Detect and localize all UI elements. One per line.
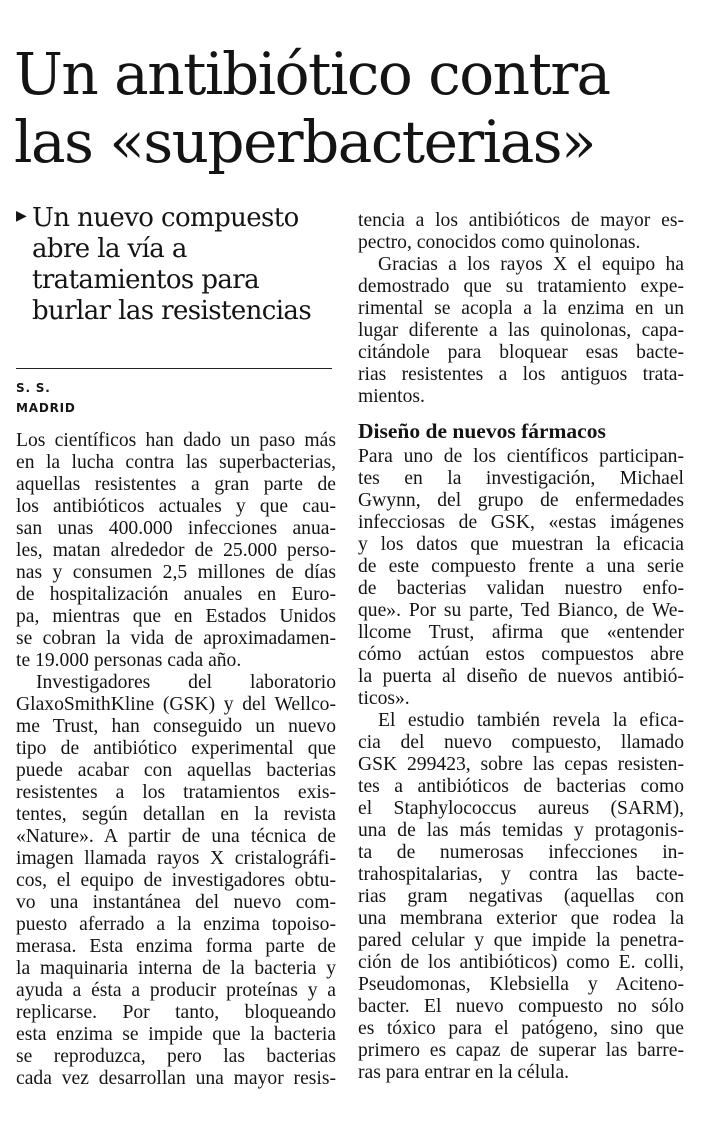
body-line: infecciosas de GSK, «estas imágenes	[358, 512, 684, 533]
body-line: imagen llamada rayos X cristalográfi-	[16, 848, 336, 869]
body-line: se reproduzca, pero las bacterias	[16, 1046, 336, 1067]
body-line: la maquinaria interna de la bacteria y	[16, 958, 336, 979]
body-line: san unas 400.000 infecciones anua-	[16, 518, 336, 539]
subhead-line: tratamientos para	[32, 265, 260, 295]
body-line: que». Por su parte, Ted Bianco, de We-	[358, 600, 684, 621]
body-line: tipo de antibiótico experimental que	[16, 738, 336, 759]
dateline-location: MADRID	[16, 401, 76, 415]
body-line: pectro, conocidos como quinolonas.	[358, 232, 641, 253]
body-line: nas y consumen 2,5 millones de días	[16, 562, 336, 583]
body-line: ticos».	[358, 688, 410, 709]
body-line: puede acabar con aquellas bacterias	[16, 760, 336, 781]
body-line: es tóxico para el patógeno, sino que	[358, 1018, 684, 1039]
body-line: esta enzima se impide que la bacteria	[16, 1024, 336, 1045]
body-line: trahospitalarias, y contra las bacte-	[358, 864, 684, 885]
body-line: aquellas resistentes a gran parte de	[16, 474, 336, 495]
body-line: Para uno de los científicos participan-	[358, 446, 684, 467]
article-column-right	[358, 210, 684, 1084]
body-line: GSK 299423, sobre las cepas resisten-	[358, 754, 684, 775]
body-line: pared celular y que impide la penetra-	[358, 930, 684, 951]
body-line: les, matan alrededor de 25.000 perso-	[16, 540, 336, 561]
body-line: El estudio también revela la efica-	[378, 710, 684, 731]
body-line: me Trust, han conseguido un nuevo	[16, 716, 336, 737]
subhead-line: abre la vía a	[32, 234, 187, 264]
body-line: tencia a los antibióticos de mayor es-	[358, 210, 684, 231]
subhead-line: Un nuevo compuesto	[32, 203, 299, 233]
body-line: ción de los antibióticos) como E. colli,	[358, 952, 684, 973]
body-line: los antibióticos actuales y que cau-	[16, 496, 336, 517]
headline-line: las «superbacterias»	[14, 108, 596, 176]
body-line: cia del nuevo compuesto, llamado	[358, 732, 684, 753]
body-line: lugar diferente a las quinolonas, capa-	[358, 320, 684, 341]
body-line: Gwynn, del grupo de enfermedades	[358, 490, 684, 511]
headline	[14, 40, 694, 176]
body-line: resistentes a los tratamientos exis-	[16, 782, 336, 803]
body-line: tentes, según detallan en la revista	[16, 804, 336, 825]
body-line: se cobran la vida de aproximadamen-	[16, 628, 336, 649]
body-line: puesto aferrado a la enzima topoiso-	[16, 914, 336, 935]
body-line: «Nature». A partir de una técnica de	[16, 826, 336, 847]
body-line: Los científicos han dado un paso más	[16, 430, 336, 451]
body-line: y los datos que muestran la eficacia	[358, 534, 684, 555]
body-line: pa, mientras que en Estados Unidos	[16, 606, 336, 627]
body-line: vo una instantánea del nuevo com-	[16, 892, 336, 913]
body-line: ta de numerosas infecciones in-	[358, 842, 684, 863]
body-line: te 19.000 personas cada año.	[16, 650, 242, 671]
body-line: citándole para bloquear esas bacte-	[358, 342, 684, 363]
body-line: cómo actúan estos compuestos abre	[358, 644, 684, 665]
body-line: cos, el equipo de investigadores obtu-	[16, 870, 336, 891]
body-line: ras para entrar en la célula.	[358, 1062, 570, 1083]
body-line: tes en la investigación, Michael	[358, 468, 684, 489]
body-line: de bacterias validan nuestro enfo-	[358, 578, 684, 599]
subhead-line: burlar las resistencias	[32, 296, 312, 326]
body-line: primero es capaz de superar las barre-	[358, 1040, 684, 1061]
body-line: tes a antibióticos de bacterias como	[358, 776, 684, 797]
section-heading: Diseño de nuevos fármacos	[358, 419, 606, 443]
divider-rule	[16, 368, 332, 369]
byline: S. S.	[16, 381, 51, 395]
body-line: Gracias a los rayos X el equipo ha	[378, 254, 684, 275]
body-line: ayuda a ésta a producir proteínas y a	[16, 980, 336, 1001]
subheadline	[16, 203, 334, 327]
body-line: el Staphylococcus aureus (SARM),	[358, 798, 684, 819]
body-line: de este compuesto frente a una serie	[358, 556, 684, 577]
body-line: rias gram negativas (aquellas con	[358, 886, 684, 907]
body-line: en la lucha contra las superbacterias,	[16, 452, 336, 473]
body-line: bacter. El nuevo compuesto no sólo	[358, 996, 684, 1017]
body-line: rias resistentes a los antiguos trata-	[358, 364, 684, 385]
article-column-left	[16, 430, 336, 1090]
body-line: replicarse. Por tanto, bloqueando	[16, 1002, 336, 1023]
body-line: una de las más temidas y protagonis-	[358, 820, 684, 841]
body-line: cada vez desarrollan una mayor resis-	[16, 1068, 336, 1089]
body-line: demostrado que su tratamiento expe-	[358, 276, 684, 297]
body-line: merasa. Esta enzima forma parte de	[16, 936, 336, 957]
body-line: la puerta al diseño de nuevos antibió-	[358, 666, 684, 687]
body-line: Investigadores del laboratorio	[36, 672, 336, 693]
body-line: rimental se acopla a la enzima en un	[358, 298, 684, 319]
body-line: GlaxoSmithKline (GSK) y del Wellco-	[16, 694, 336, 715]
body-line: llcome Trust, afirma que «entender	[358, 622, 684, 643]
body-line: mientos.	[358, 386, 425, 407]
triangle-bullet-icon: ▶	[16, 208, 27, 224]
body-line: una membrana exterior que rodea la	[358, 908, 684, 929]
body-line: de hospitalización anuales en Euro-	[16, 584, 336, 605]
headline-line: Un antibiótico contra	[14, 40, 610, 108]
body-line: Pseudomonas, Klebsiella y Acitenо-	[358, 974, 684, 995]
